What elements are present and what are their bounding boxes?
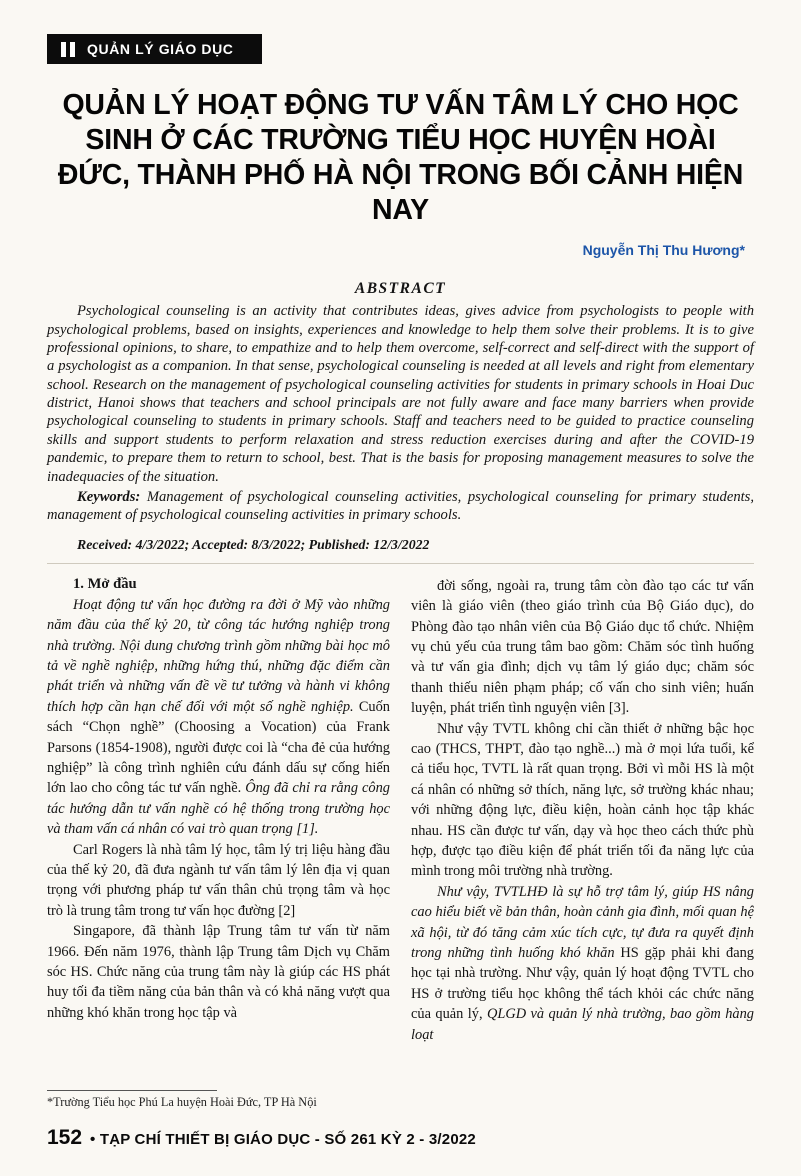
dates-line: Received: 4/3/2022; Accepted: 8/3/2022; Published: 12/3/2022 <box>77 536 430 552</box>
paragraph-right-1: đời sống, ngoài ra, trung tâm còn đào tạo các tư vấn viên là giáo viên (theo giáo trình của Bộ Giáo dục), do Phòng đào tạo nhân viên của Bộ Giáo dục tổ chức. Nhiệm vụ chủ yếu của trung tâm bao gồm: Chăm sóc tình huống và tư vấn gia đình; dịch vụ tâm lý giáo dục; chăm sóc thanh thiếu niên phạm pháp; cố vấn cho sinh viên; huấn luyện, phát triển tình nguyện viên [3]. <box>411 577 754 717</box>
paragraph-left-3: Singapore, đã thành lập Trung tâm tư vấn từ năm 1966. Đến năm 1976, thành lập Trung tâm Dịch vụ Chăm sóc HS. Chức năng của trung tâm này là giúp các HS phát huy tối đa tiềm năng của bản thân và có khả năng vượt qua những khó khăn trong học tập và <box>47 923 390 1021</box>
footnote-text: *Trường Tiểu học Phú La huyện Hoài Đức, TP Hà Nội <box>47 1095 317 1109</box>
paragraph-right-3-seg-c: QLGD và quản lý nhà trường, bao gồm hàng loạt <box>411 1006 754 1043</box>
paragraph-left-1-seg-a: Hoạt động tư vấn học đường ra đời ở Mỹ vào những năm đầu của thế kỷ 20, từ công tác hướng nghiệp trong nhà trường. Nội dung chương trình gồm những bài học mô tả về nghề nghiệp, những hứng thú, những đặc điểm cần phát triển và những vấn đề về tư tưởng và hành vi không thích hợp cần hạn chế đối với một số nghề nghiệp. <box>47 596 390 715</box>
article-body <box>47 576 754 1054</box>
page-footer <box>47 1126 476 1150</box>
category-badge <box>47 34 262 64</box>
column-left <box>47 576 390 1054</box>
header-divider <box>47 563 754 564</box>
keywords-line <box>47 488 754 525</box>
article-title: QUẢN LÝ HOẠT ĐỘNG TƯ VẤN TÂM LÝ CHO HỌC SINH Ở CÁC TRƯỜNG TIỂU HỌC HUYỆN HOÀI ĐỨC, THÀNH PHỐ HÀ NỘI TRONG BỐI CẢNH HIỆN NAY <box>57 89 744 227</box>
keywords-text: Management of psychological counseling activities, psychological counseling for primary students, management of psychological counseling activities in primary schools. <box>47 488 754 524</box>
paragraph-left-1 <box>47 595 390 840</box>
journal-title-line: • TẠP CHÍ THIẾT BỊ GIÁO DỤC - SỐ 261 KỲ 2 - 3/2022 <box>90 1131 476 1148</box>
paragraph-left-1-seg-b: Cuốn sách “Chọn nghề” (Choosing a Vocation) của Frank Parsons (1854-1908), người được coi là “cha đẻ của hướng nghiệp” là công trình nghiên cứu đánh dấu sự cống hiến lớn lao cho công tác tư vấn nghề. <box>47 698 390 797</box>
keywords-label: Keywords: <box>77 488 141 505</box>
paragraph-left-1-seg-c: Ông đã chỉ ra rằng công tác hướng dẫn tư vấn nghề có hệ thống trong trường học và tham vấn cá nhân có vai trò quan trọng [1]. <box>47 780 390 838</box>
footnote-divider <box>47 1090 217 1091</box>
paragraph-right-3-seg-b: HS gặp phải khi đang học tại nhà trường. Như vậy, quản lý hoạt động TVTL cho HS ở trường tiểu học không thể tách khỏi các chức năng của quản lý, <box>411 945 754 1023</box>
abstract-body: Psychological counseling is an activity that contributes ideas, gives advice from psychologists to people with psychological problems, based on insights, experiences and knowledge to help them solve their problems. It is to give professional opinions, to share, to empathize and to help them overcome, self-correct and self-direct with the support of a psychologist as a companion. In that sense, psychological counseling is needed at all levels and right from elementary school. Research on the management of psychological counseling activities for students in primary schools in Hoai Duc district, Hanoi shows that teachers and school principals are not fully aware and face many barriers when provide psychological counseling to students in primary schools. Staff and teachers need to be guided to practice counseling skills and support students to perform relaxation and stress reduction exercises during and after the COVID-19 pandemic, to prepare them to return to school, best. That is the basis for proposing management measures to solve the inadequacies of the situation. <box>47 303 754 485</box>
paragraph-left-2: Carl Rogers là nhà tâm lý học, tâm lý trị liệu hàng đầu của thế kỷ 20, đã đưa ngành tư vấn tâm lý lên địa vị quan trọng với phương pháp tư vấn thân chủ trọng tâm và học trò là trung tâm trong tư vấn học đường [2] <box>47 841 390 919</box>
category-badge-label: QUẢN LÝ GIÁO DỤC <box>87 41 234 57</box>
column-right <box>411 576 754 1054</box>
footnote-block <box>47 1090 390 1110</box>
paragraph-right-2: Như vậy TVTL không chỉ cần thiết ở những bậc học cao (THCS, THPT, đào tạo nghề...) mà ở mọi lứa tuổi, kể cả tiểu học, TVTL là rất quan trọng. Bởi vì mỗi HS là một cá nhân có những sở thích, năng lực, sở trường khác nhau; với những động lực, điều kiện, hoàn cảnh học tập khác nhau. HS cần được tư vấn, dạy và học theo cách thức phù hợp, được tạo điều kiện để phát triển tối đa năng lực của mình trong môi trường nhà trường. <box>411 720 754 880</box>
abstract-heading: ABSTRACT <box>354 280 447 298</box>
double-bars-icon <box>61 42 75 57</box>
paragraph-right-3 <box>411 882 754 1045</box>
section-heading-intro: 1. Mở đầu <box>73 575 137 592</box>
page-number: 152 <box>47 1126 83 1149</box>
paragraph-right-3-seg-a: Như vậy, TVTLHĐ là sự hỗ trợ tâm lý, giúp HS nâng cao hiểu biết về bản thân, hoàn cảnh gia đình, mối quan hệ xã hội, từ đó tăng cảm xúc tích cực, tự đưa ra quyết định trong những tình huống khó khăn <box>411 883 754 961</box>
author-name: Nguyễn Thị Thu Hương* <box>582 242 745 259</box>
